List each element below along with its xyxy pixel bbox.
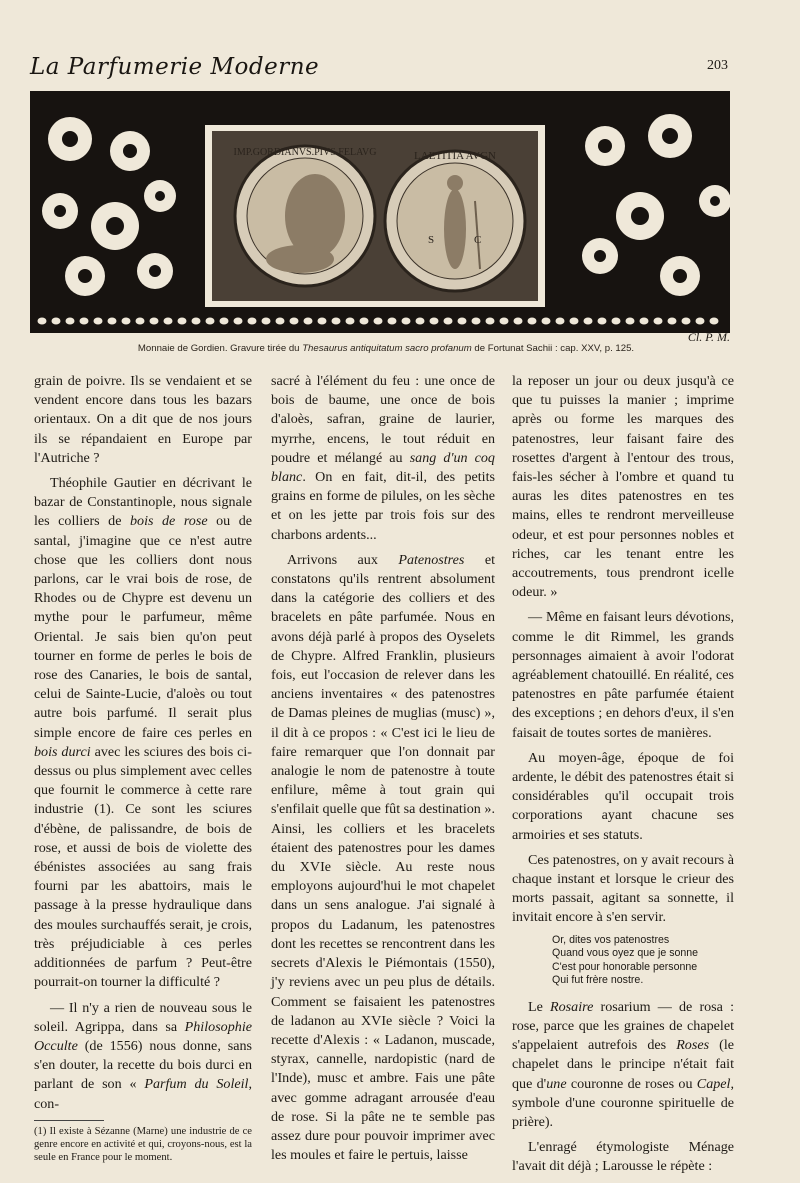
bead [486,318,495,325]
footnote: (1) Il existe à Sézanne (Marne) une industrie de ce genre encore en activité et qui, croyons-nous, est la seule en France pour le moment. [34,1125,252,1163]
paragraph [271,551,495,1166]
column-1 [34,372,252,1170]
bead [234,318,243,325]
bead [668,318,677,325]
emphasis: Rosaire [550,998,594,1015]
emphasis: Patenostres [398,551,465,568]
bead [178,318,187,325]
paragraph: — Même en faisant leurs dévotions, comme le dit Rimmel, les grands personnages aimaient à avoir l'odorat agréablement chatouillé. En réalité, ces patenostres en pâte parfumée étaient des exceptions ; en dehors d'eux, il s'en faisait de toutes sortes de manières. [512,609,734,741]
column-3 [512,372,734,1183]
bead [612,318,621,325]
bead [542,318,551,325]
paragraph: grain de poivre. Ils se vendaient et se vendent encore dans tous les bazars orientaux. On a dit que de nos jours ils se répandaient en Europe par l'Autriche ? [34,373,252,466]
footnote-rule [34,1120,104,1121]
bead [276,318,285,325]
bead [290,318,299,325]
text-run: Arrivons aux [287,551,399,568]
column-2 [271,372,495,1171]
bead [80,318,89,325]
caption-text: Monnaie de Gordien. Gravure tirée du [137,343,303,354]
emphasis: Capel [696,1075,731,1092]
bead [94,318,103,325]
paragraph: la reposer un jour ou deux jusqu'à ce que tu puisses la manier ; imprime après ou forme les marques des patenostres, leur faisant faire des rosettes d'argent à l'entour des trous, fais-les sécher à l'ombre et quand tu auras les dites patenostres en tes mains, elles te rendront merveilleuse odeur, et est pour personnes nobles et riches, car les tenant entre les accoutrements, tous prendront icelle odeur. » [512,373,734,601]
paragraph [34,999,252,1114]
verse-line: Quand vous oyez que je sonne [552,947,699,960]
bead [640,318,649,325]
bead [122,318,131,325]
text-run: couronne de roses ou [566,1075,697,1092]
bead-row [38,318,719,325]
emphasis: une [546,1075,567,1092]
bead [108,318,117,325]
bead [528,318,537,325]
bead [318,318,327,325]
bead [346,318,355,325]
bead [458,318,467,325]
verse-line: C'est pour honorable personne [552,960,698,973]
bead [38,318,47,325]
bead [360,318,369,325]
text-run: . On en fait, dit-il, des petits grains en forme de pilules, on les sèche et on les jette par trois fois sur des charbons ardents... [271,469,495,543]
text-run: ou de santal, j'imagine que ce n'est autre chose que les colliers dont nous parlons, car le vrai bois de rose, de Rhodes ou de Chypre est devenu un mythe pour le parfumeur, même Oriental. Je sais bien qu'on peut tourner en forme de perles le bois de rose des Canaries, le bois de santal, celui de Sainte-Lucie, d'aloès ou tout autre bois parfumé. Il serait plus simple encore de faire ces perles en [34,513,253,741]
bead [598,318,607,325]
bead [262,318,271,325]
text-run: sacré à l'élément du feu : une once de bois de baume, une once de bois d'aloès, safran, graine de laurier, myrrhe, encens, le tout réduit en poudre et mélangé au [271,373,495,466]
paragraph: Ces patenostres, on y avait recours à chaque instant et lorsque le crieur des morts passait, agitant sa sonnette, il invitait encore à s'en servir. [512,851,734,926]
emphasis: bois durci [34,743,91,760]
text-run: et constatons qu'ils rentrent absolument dans la catégorie des colliers et des bracelets en pâte parfumée. Nous en avons déjà parlé à propos des Oyselets de Chypre. Alfred Franklin, plusieurs fois, eut l'occasion de relever dans les anciens inventaires « des patenostres de Damas pleines de muglias (musc) », il dit à ce propos : « C'est ici le lieu de faire remarquer que l'on donnait par analogie le nom de patenostre à toute enfilure, même à tout grain qui s'enfilait quelle que fût sa destination ». Ainsi, les colliers et les bracelets étaient des patenostres pour les dames du XVIe siècle. Au reste nous employons aujourd'hui le mot chapelet dans un sens analogue. J'ai signalé à propos du Ladanum, les patenostres dont les recettes se rencontrent dans les secrets d'Alexis le Piémontais (1550), j'y reviens avec un peu plus de détails. Comment se faisaient les patenostres de ladanon au XVIe siècle ? Voici la recette d'Alexis : « Ladanon, muscade, styrax, cannelle, nardopistic (nard de l'Inde), musc et ambre. Fais une pâte avec gomme adragant arrousée d'eau de rose. Si la pâte ne te semble pas assez dure pour pouvoir imprimer avec les moules et faire le pertuis, laisse [271,551,495,1164]
bead [52,318,61,325]
verse-line: Qui fut frère nostre. [552,974,644,987]
verse-line: Or, dites vos patenostres [552,933,670,946]
caption-reference: de Fortunat Sachii : cap. XXV, p. 125. [471,343,635,354]
masthead: La Parfumerie Moderne [30,54,320,80]
bead [430,318,439,325]
text-run: Le [528,998,551,1015]
caption-book-title: Thesaurus antiquitatum sacro profanum [302,343,472,354]
bead [584,318,593,325]
bead [556,318,565,325]
bead [66,318,75,325]
bead [416,318,425,325]
bead [374,318,383,325]
bead [500,318,509,325]
paragraph: Au moyen-âge, époque de foi ardente, le débit des patenostres était si considérables qu'il occupait trois corporations ayant chacune ses armoiries et ses statuts. [512,749,734,843]
bead [220,318,229,325]
paragraph [271,372,495,545]
bead [136,318,145,325]
engraving-illustration [30,91,730,333]
illustration-banner [30,91,730,333]
paragraph: L'enragé étymologiste Ménage l'avait dit déjà ; Larousse le répète : [512,1139,734,1175]
bead [682,318,691,325]
bead [710,318,719,325]
bead [570,318,579,325]
coin-right-legend: LAETITIA AVGN [414,150,496,162]
bead [164,318,173,325]
page-number: 203 [707,58,728,73]
bead [150,318,159,325]
text-run: — Il n'y a rien de nouveau sous le soleil. Agrippa, dans sa [34,999,252,1035]
text-run: (de 1556) nous donne, sans s'en douter, la recette du bois durci en parlant de son « [34,1037,252,1093]
text-run: Théophile Gautier en décrivant le bazar de Constantinople, nous signale les colliers de [34,475,252,530]
paragraph [512,998,734,1132]
bead [444,318,453,325]
bead [304,318,313,325]
coin-left-legend: IMP.GORDIANVS.PIVS.FELAVG [233,147,377,158]
bead [248,318,257,325]
emphasis: Roses [676,1037,710,1054]
bead [402,318,411,325]
figure-caption [34,343,738,354]
text-run: avec les sciures des bois ci-dessus ou plus simplement avec celles que fournit le commerce à cette rare industrie (1). Ce sont les sciures d'ébène, de palissandre, de bois de rose, et aussi de bois de violette des ébénistes associées au sang frais fourni par les abattoirs, mais le passage à la presse hydraulique dans des moules surchauffés serait, je crois, très préjudiciable à ces perles additionnées de parfum ? Peut-être pourrait-on tourner la difficulté ? [34,743,252,991]
bead [696,318,705,325]
text-run: , con- [34,1076,252,1112]
bead [654,318,663,325]
emphasis: sang d'un coq blanc [271,449,495,486]
photo-credit: Cl. P. M. [687,330,730,344]
emphasis: Philosophie Occulte [34,1018,252,1054]
bead [626,318,635,325]
bead [388,318,397,325]
coin-right-letter-c: C [474,234,482,246]
bead [332,318,341,325]
text-run: (le chapelet dans le principe n'était fait que d' [512,1037,734,1092]
bead [192,318,201,325]
bead [514,318,523,325]
emphasis: bois de rose [130,513,208,530]
bead [472,318,481,325]
paragraph [34,474,252,992]
coin-right-letter-s: S [428,234,435,246]
text-run: , symbole d'une couronne spirituelle de prière). [512,1075,734,1130]
emphasis: Parfum du Soleil [144,1076,249,1093]
bead [206,318,215,325]
text-run: rosarium — de rosa : rose, parce que les graines de chapelet s'appelaient autrefois des [512,998,734,1054]
verse-block [512,934,734,988]
